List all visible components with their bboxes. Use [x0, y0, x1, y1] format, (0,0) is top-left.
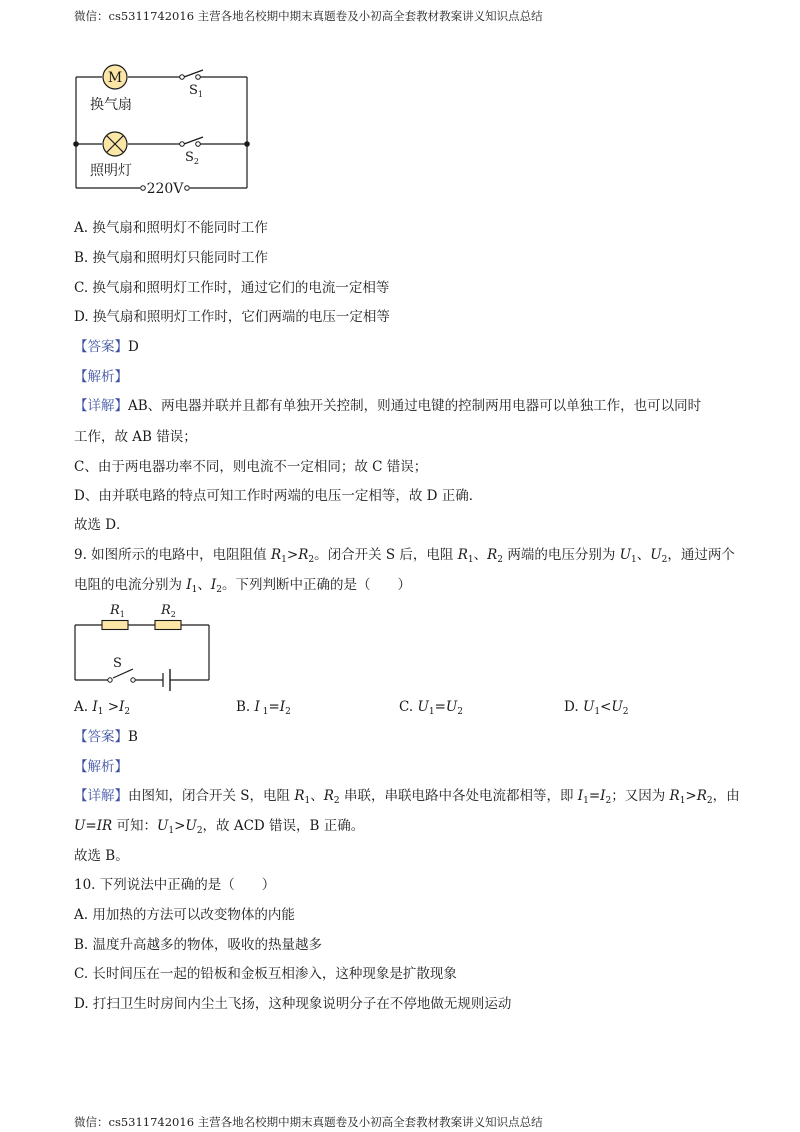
q8-analysis-tag: 【解析】	[74, 369, 128, 385]
q8-answer: 【答案】D	[74, 339, 139, 355]
q8-circuit-diagram	[72, 62, 257, 197]
q10-option-b: B. 温度升高越多的物体，吸收的热量越多	[74, 937, 323, 953]
resistor-r2	[155, 621, 181, 630]
q8-detail-line3: C、由于两电器功率不同，则电流不一定相同；故 C 错误；	[74, 459, 428, 475]
switch2-label: $S_2$	[185, 150, 199, 166]
q10-stem: 10. 下列说法中正确的是（ ）	[74, 877, 276, 893]
q9-conclusion: 故选 B。	[74, 848, 129, 864]
q8-option-a: A. 换气扇和照明灯不能同时工作	[74, 220, 268, 236]
q10-option-c: C. 长时间压在一起的铅板和金板互相渗入，这种现象是扩散现象	[74, 966, 457, 982]
q9-option-d: D. $U_1<U_2$	[564, 699, 629, 717]
q9-detail-line1: 【详解】由图知，闭合开关 S，电阻 $R_1$、$R_2$ 串联，串联电路中各处电流都相等，即 $I_1=I_2$；又因为 $R_1>R_2$，由	[74, 788, 740, 806]
q9-stem-line2: 电阻的电流分别为 $I_1$、$I_2$。下列判断中正确的是（ ）	[74, 577, 411, 595]
page-header: 微信：cs5311742016 主营各地名校期中期末真题卷及小初高全套教材教案讲义知识点总结	[74, 9, 543, 23]
q10-option-d: D. 打扫卫生时房间内尘土飞扬，这种现象说明分子在不停地做无规则运动	[74, 996, 512, 1012]
q10-option-a: A. 用加热的方法可以改变物体的内能	[74, 907, 295, 923]
lamp-label: 照明灯	[90, 163, 132, 179]
q8-option-b: B. 换气扇和照明灯只能同时工作	[74, 250, 269, 266]
motor-symbol	[103, 65, 127, 89]
q9-circuit-diagram	[72, 600, 214, 692]
q8-detail-line4: D、由并联电路的特点可知工作时两端的电压一定相等，故 D 正确．	[74, 488, 483, 504]
q9-stem-line1: 9. 如图所示的电路中，电阻阻值 $R_1>R_2$。闭合开关 S 后，电阻 $R_1$、$R_2$ 两端的电压分别为 $U_1$、$U_2$，通过两个	[74, 547, 735, 565]
lamp-symbol	[103, 132, 127, 156]
resistor-r1	[102, 621, 128, 630]
svg-text:M: M	[107, 70, 123, 86]
r2-label: $R_2$	[161, 603, 176, 619]
q9-option-b: B. I $_1=I_2$	[236, 699, 291, 717]
q9-option-a: A. $I_1 >I_2$	[74, 699, 131, 717]
q8-detail-line2: 工作，故 AB 错误；	[74, 429, 197, 445]
q9-option-c: C. $U_1=U_2$	[399, 699, 463, 717]
q8-conclusion: 故选 D．	[74, 517, 130, 533]
q9-detail-line2: U=IR 可知：$U_1>U_2$，故 ACD 错误，B 正确。	[74, 818, 365, 836]
voltage-label: 220V	[146, 181, 184, 197]
q8-option-d: D. 换气扇和照明灯工作时，它们两端的电压一定相等	[74, 309, 390, 325]
switch-s-label: S	[113, 656, 122, 671]
r1-label: $R_1$	[110, 603, 125, 619]
q8-detail-line1: 【详解】AB、两电器并联并且都有单独开关控制，则通过电键的控制两用电器可以单独工作，也可以同时	[74, 398, 702, 414]
q8-option-c: C. 换气扇和照明灯工作时，通过它们的电流一定相等	[74, 280, 390, 296]
switch1-label: $S_1$	[189, 83, 203, 99]
q9-answer: 【答案】B	[74, 729, 138, 745]
q9-analysis-tag: 【解析】	[74, 759, 128, 775]
page-footer: 微信：cs5311742016 主营各地名校期中期末真题卷及小初高全套教材教案讲义知识点总结	[74, 1115, 543, 1129]
fan-label: 换气扇	[90, 97, 132, 113]
